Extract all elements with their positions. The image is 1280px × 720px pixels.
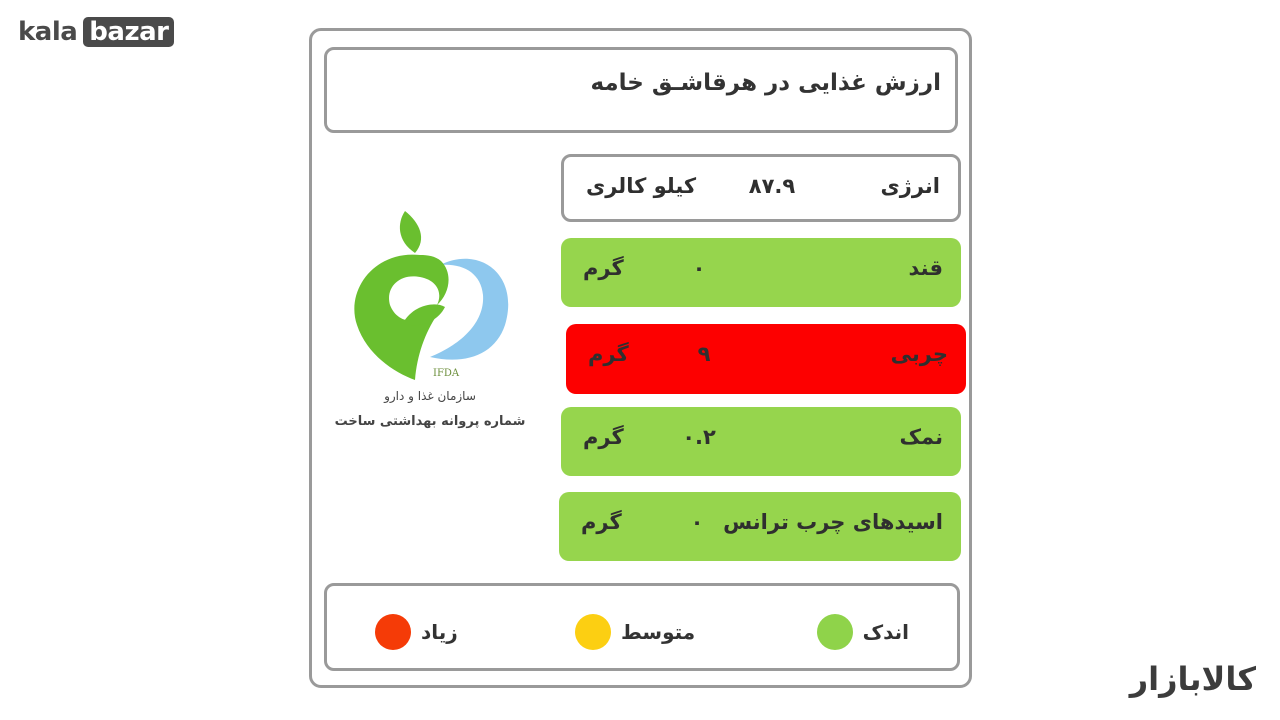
nutrient-row-fat (566, 324, 966, 394)
nutrient-value: ۰ (690, 510, 704, 534)
brand-text-bazar: bazar (83, 17, 174, 47)
legend-label: متوسط (621, 620, 696, 644)
legend-dot-red-icon (375, 614, 411, 650)
nutrient-unit: گرم (588, 342, 629, 366)
nutrient-unit: گرم (583, 256, 624, 280)
nutrient-row-energy (561, 154, 961, 222)
nutrient-unit: گرم (581, 510, 622, 534)
nutrient-label: انرژی (880, 174, 940, 198)
panel-title-box (324, 47, 958, 133)
nutrient-value: ۰ (692, 256, 706, 280)
brand-text-kala: kala (18, 17, 78, 47)
nutrient-row-sugar (561, 238, 961, 307)
nutrient-value: ۸۷.۹ (748, 174, 796, 198)
nutrient-label: نمک (899, 425, 943, 449)
legend-label: زیاد (421, 620, 458, 644)
nutrient-label: اسیدهای چرب ترانس (723, 510, 943, 534)
legend-label: اندک (862, 620, 909, 644)
nutrient-value: ۹ (697, 342, 711, 366)
org-name: سازمان غذا و دارو (384, 389, 476, 403)
nutrient-value: ۰.۲ (682, 425, 716, 449)
nutrient-row-salt (561, 407, 961, 476)
nutrient-row-trans-fat (559, 492, 961, 561)
kalabazar-persian-logo: کالابازار (1129, 660, 1256, 698)
license-label: شماره پروانه بهداشتی ساخت (334, 414, 526, 429)
panel-title: ارزش غذایی در هرقاشـق خامه (590, 70, 941, 96)
legend-item-low (817, 614, 909, 650)
legend-dot-yellow-icon (575, 614, 611, 650)
nutrient-unit: گرم (583, 425, 624, 449)
legend-dot-green-icon (817, 614, 853, 650)
nutrient-unit: کیلو کالری (586, 174, 697, 198)
fda-logo-text: IFDA (433, 368, 460, 379)
legend-item-high (375, 614, 458, 650)
legend-item-medium (575, 614, 695, 650)
legend (324, 583, 960, 671)
nutrient-label: قند (908, 256, 943, 280)
fda-emblem-icon (345, 205, 525, 395)
nutrient-label: چربی (890, 342, 948, 366)
kalabazar-logo (18, 17, 174, 47)
